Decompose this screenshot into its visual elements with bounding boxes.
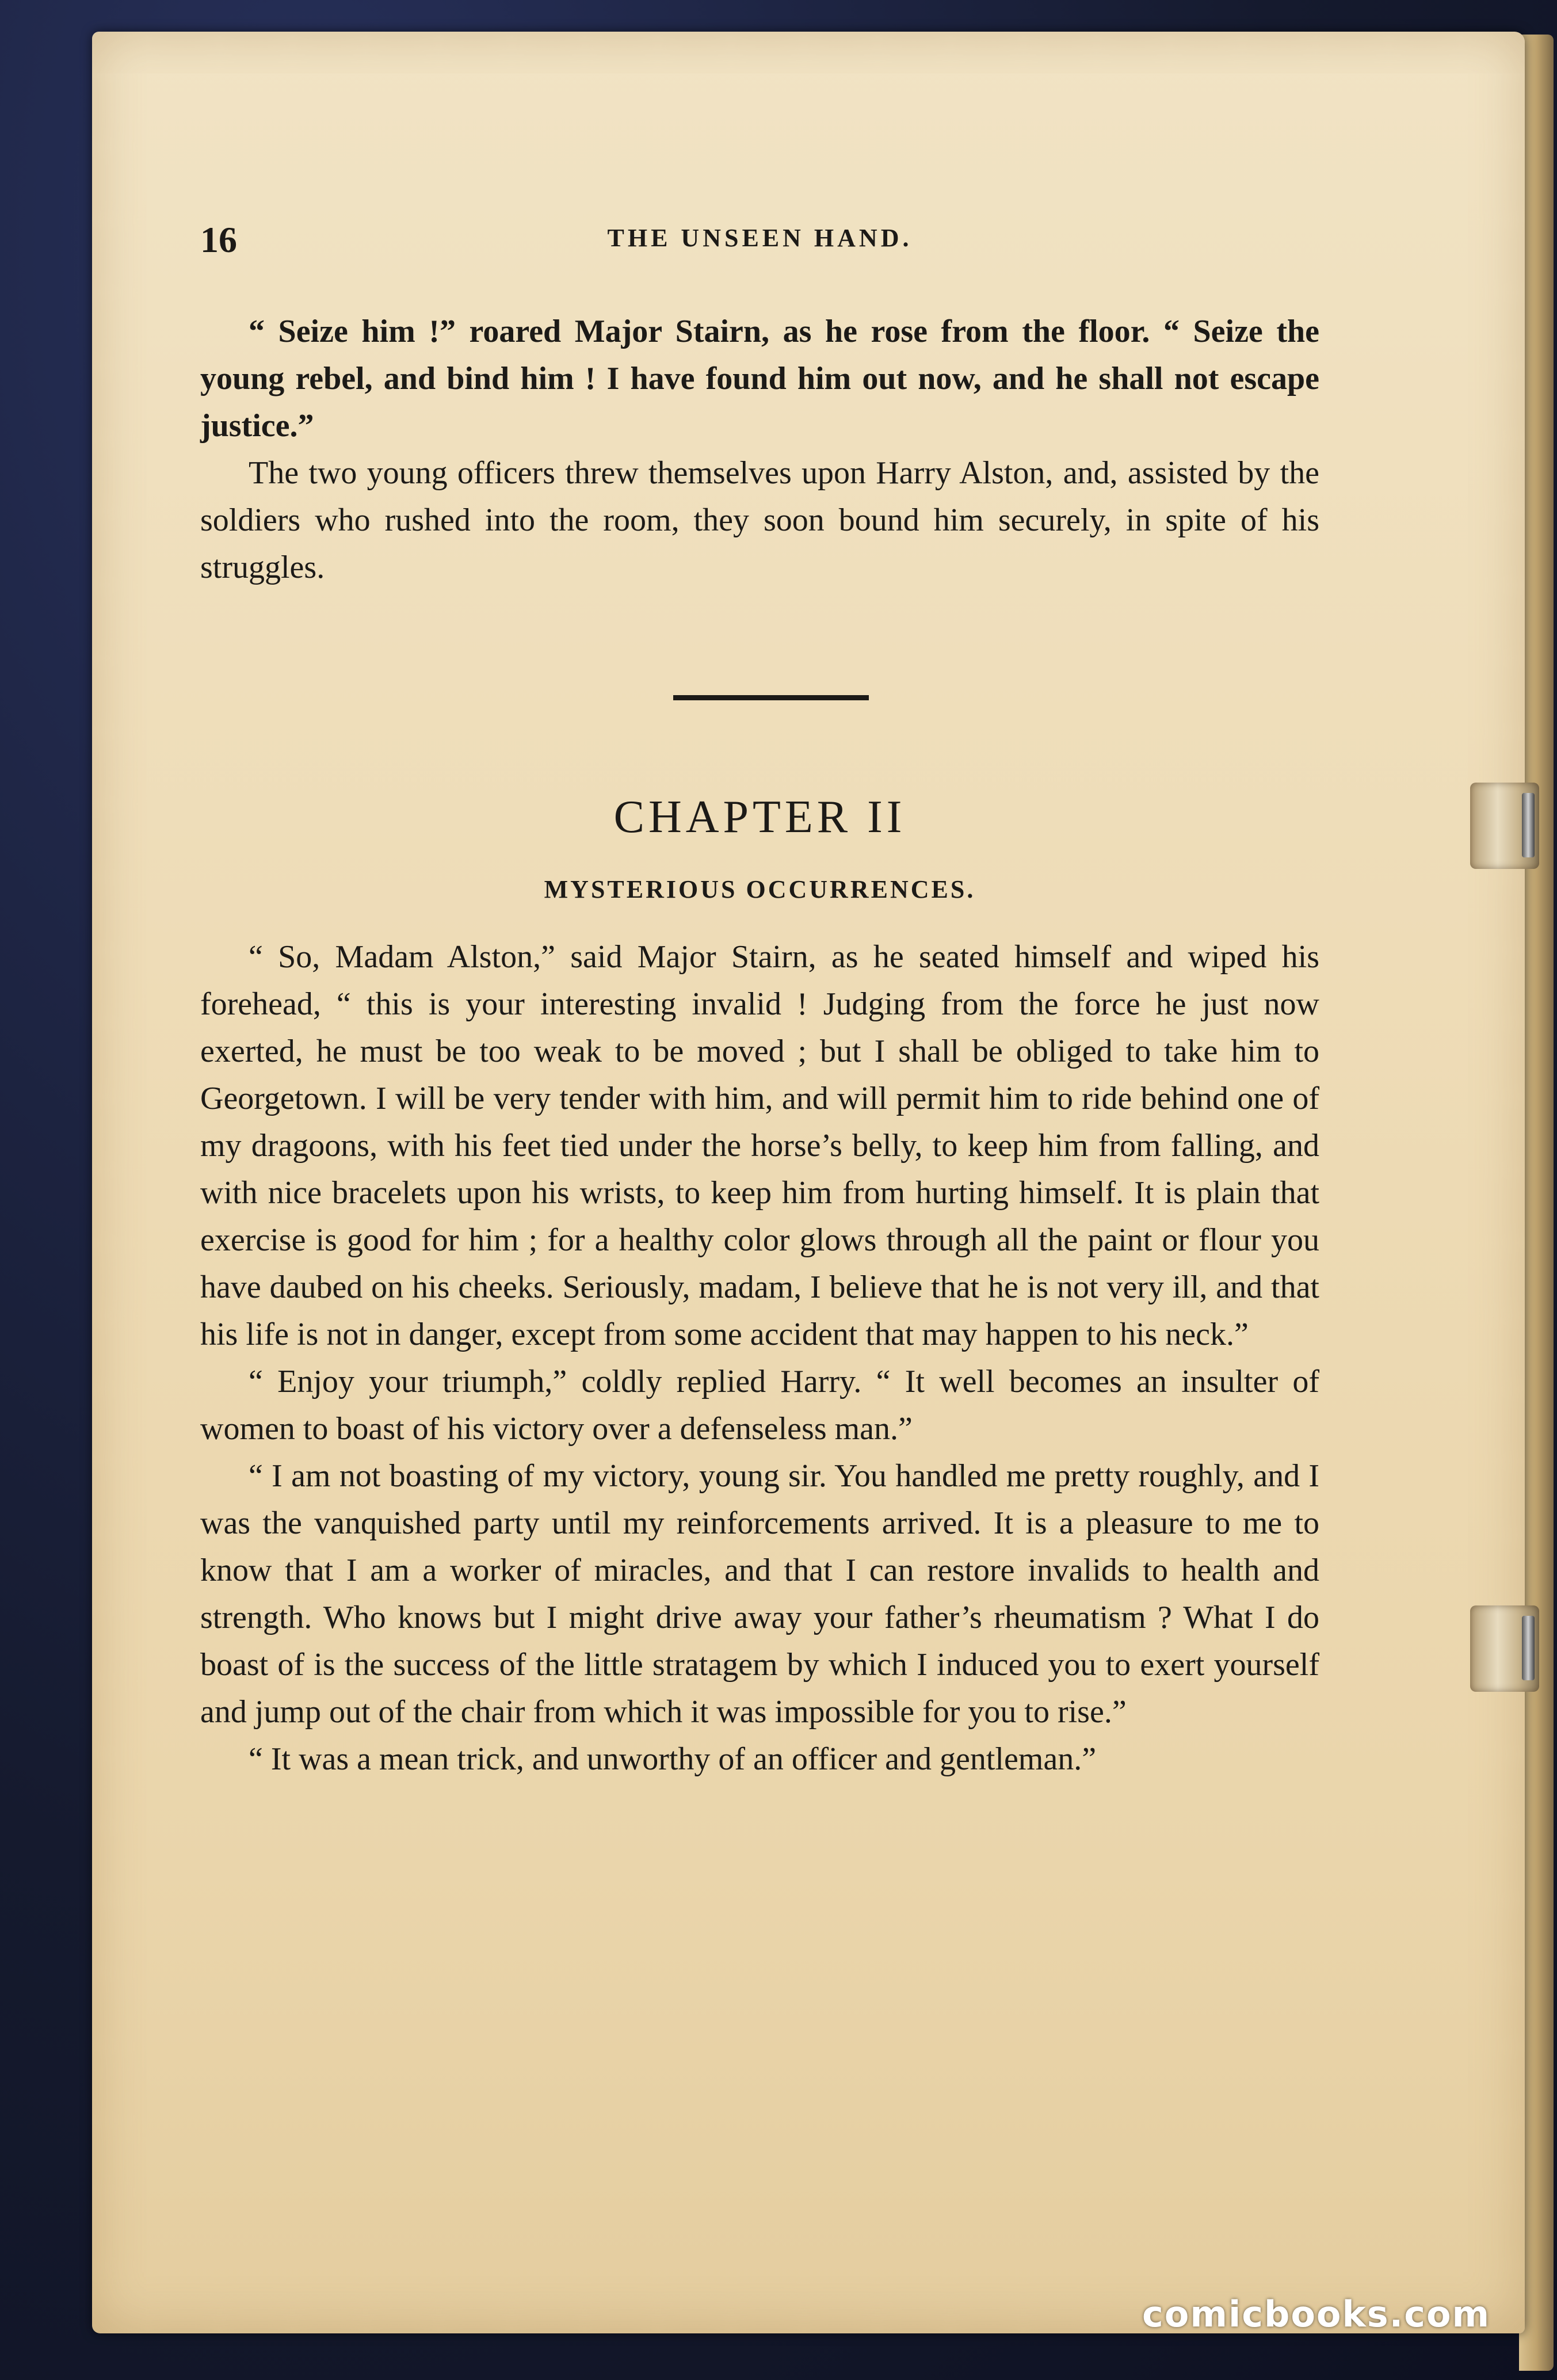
running-head: THE UNSEEN HAND.	[607, 224, 913, 252]
chapter-title: CHAPTER II	[613, 792, 906, 842]
text-block-top	[200, 308, 1319, 591]
paragraph: “ So, Madam Alston,” said Major Stairn, as he seated himself and wiped his forehead, “ this is your interesting invalid ! Judging from the force he just now exerted, he must be too weak to be moved ; but I shall be obliged to take him to Georgetown. I will be very tender with him, and will permit him to ride behind one of my dragoons, with his feet tied under the horse’s belly, to keep him from falling, and with nice bracelets upon his wrists, to keep him from hurting himself. It is plain that exercise is good for him ; for a healthy color glows through all the paint or flour you have daubed on his cheeks. Seriously, madam, I believe that he is not very ill, and that his life is not in danger, except from some accident that may happen to his neck.”	[200, 939, 1319, 1352]
chapter-subtitle: MYSTERIOUS OCCURRENCES.	[544, 875, 976, 903]
staple-top	[1470, 783, 1539, 869]
staple-bottom	[1470, 1605, 1539, 1692]
page-number: 16	[200, 219, 237, 260]
paragraph: “ I am not boasting of my victory, young sir. You handled me pretty roughly, and I was the vanquished party until my reinforcements arrived. It is a pleasure to me to know that I am a worker of miracles, and that I can restore invalids to health and strength. Who knows but I might drive away your father’s rheumatism ? What I do boast of is the success of the little stratagem by which I induced you to exert yourself and jump out of the chair from which it was impossible for you to rise.”	[200, 1458, 1319, 1730]
paragraph: “ Seize him !” roared Major Stairn, as he rose from the floor. “ Seize the young rebel, and bind him ! I have found him out now, and he shall not escape justice.”	[200, 314, 1319, 444]
section-divider	[673, 695, 869, 700]
paragraph: The two young officers threw themselves upon Harry Alston, and, assisted by the soldiers who rushed into the room, they soon bound him securely, in spite of his struggles.	[200, 455, 1319, 585]
paragraph: “ It was a mean trick, and unworthy of an officer and gentleman.”	[249, 1741, 1097, 1777]
page-header	[200, 219, 1319, 270]
text-block-chapter	[200, 933, 1319, 1783]
paragraph: “ Enjoy your triumph,” coldly replied Harry. “ It well becomes an insulter of women to boast of his victory over a defenseless man.”	[200, 1364, 1319, 1447]
site-watermark: comicbooks.com	[1142, 2293, 1491, 2335]
